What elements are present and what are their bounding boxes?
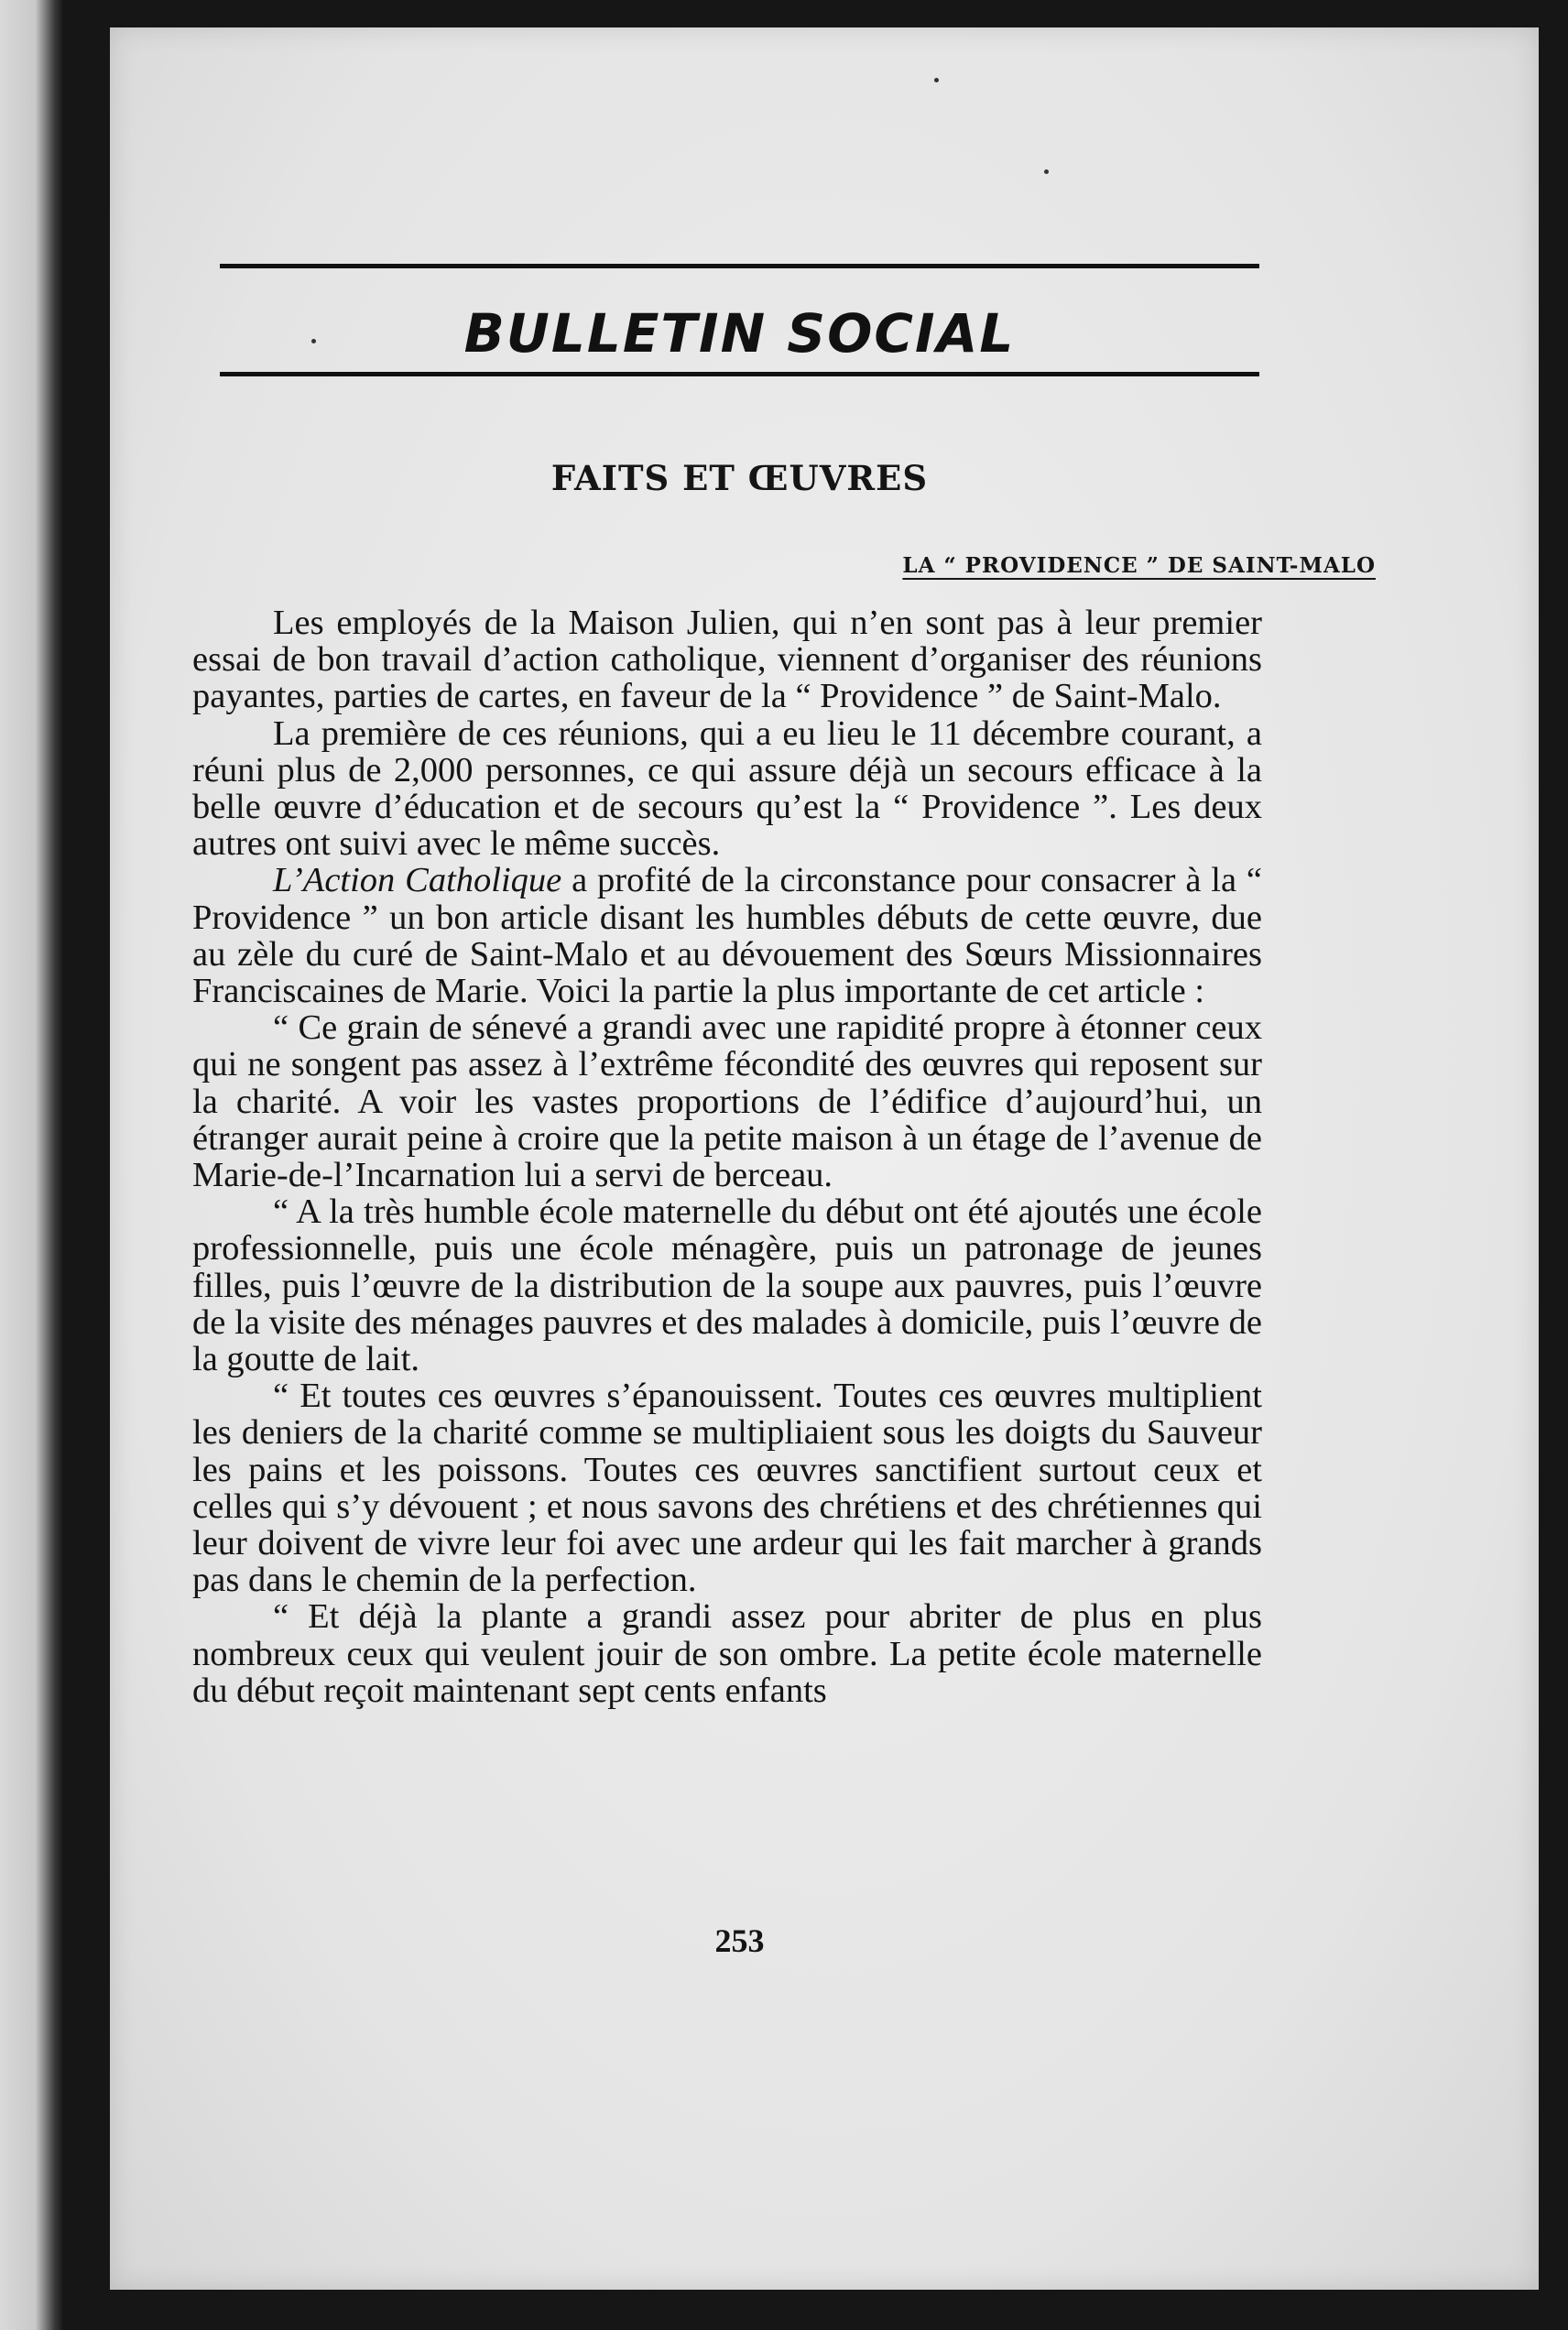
page-number: 253	[714, 1922, 765, 1959]
bottom-rule	[220, 372, 1259, 376]
paragraph-6: “ Et toutes ces œuvres s’épanouissent. Toutes ces œuvres multiplient les deniers de la charité comme se multipliaient sous les doigts du Sauveur les pains et les poissons. Toutes ces œuvres sanctifient surtout ceux et celles qui s’y dévouent ; et nous savons des chrétiens et des chrétiennes qui leur doivent de vivre leur foi avec une ardeur qui les fait marcher à grands pas dans le chemin de la perfection.	[192, 1377, 1262, 1600]
dust-speck	[1044, 169, 1049, 174]
paragraph-1: Les employés de la Maison Julien, qui n’en sont pas à leur premier essai de bon travail d’action catholique, viennent d’organiser des réunions payantes, parties de cartes, en faveur de la “ Providence ” de Saint-Malo.	[192, 604, 1262, 716]
article-body	[192, 604, 1262, 1709]
dust-speck	[934, 78, 939, 82]
paragraph-5: “ A la très humble école maternelle du début ont été ajoutés une école professionnelle, puis une école ménagère, puis un patronage de jeunes filles, puis l’œuvre de la distribution de la soupe aux pauvres, puis l’œuvre de la visite des ménages pauvres et des malades à domicile, puis l’œuvre de la goutte de lait.	[192, 1192, 1262, 1379]
paragraph-3	[192, 862, 1262, 1009]
paragraph-7: “ Et déjà la plante a grandi assez pour abriter de plus en plus nombreux ceux qui veulent jouir de son ombre. La petite école maternelle du début reçoit maintenant sept cents enfants	[192, 1597, 1262, 1710]
paragraph-2: La première de ces réunions, qui a eu lieu le 11 décembre courant, a réuni plus de 2,000 personnes, ce qui assure déjà un secours efficace à la belle œuvre d’éducation et de secours qu’est la “ Providence ”. Les deux autres ont suivi avec le même succès.	[192, 713, 1262, 864]
paragraph-4: “ Ce grain de sénevé a grandi avec une rapidité propre à étonner ceux qui ne songent pas assez à l’extrême fécondité des œuvres qui reposent sur la charité. A voir les vastes proportions de l’édifice d’aujourd’hui, un étranger aurait peine à croire que la petite maison à un étage de l’avenue de Marie-de-l’Incarnation lui a servi de berceau.	[192, 1008, 1262, 1195]
article-heading: LA “ PROVIDENCE ” DE SAINT-MALO	[902, 553, 1376, 578]
publication-name: L’Action Catholique	[273, 861, 562, 900]
paragraph-3-text: a profité de la circonstance pour consacrer à la “ Providence ” un bon article disant les humbles débuts de cette œuvre, due au zèle du curé de Saint-Malo et au dévouement des Sœurs Missionnaires Franciscaines de Marie. Voici la partie la plus importante de cet article :	[192, 861, 1262, 1011]
adjacent-page-edge	[0, 0, 64, 2330]
section-title: FAITS ET ŒUVRES	[550, 458, 929, 498]
bulletin-title: BULLETIN SOCIAL	[463, 302, 1016, 365]
top-rule	[220, 264, 1259, 268]
